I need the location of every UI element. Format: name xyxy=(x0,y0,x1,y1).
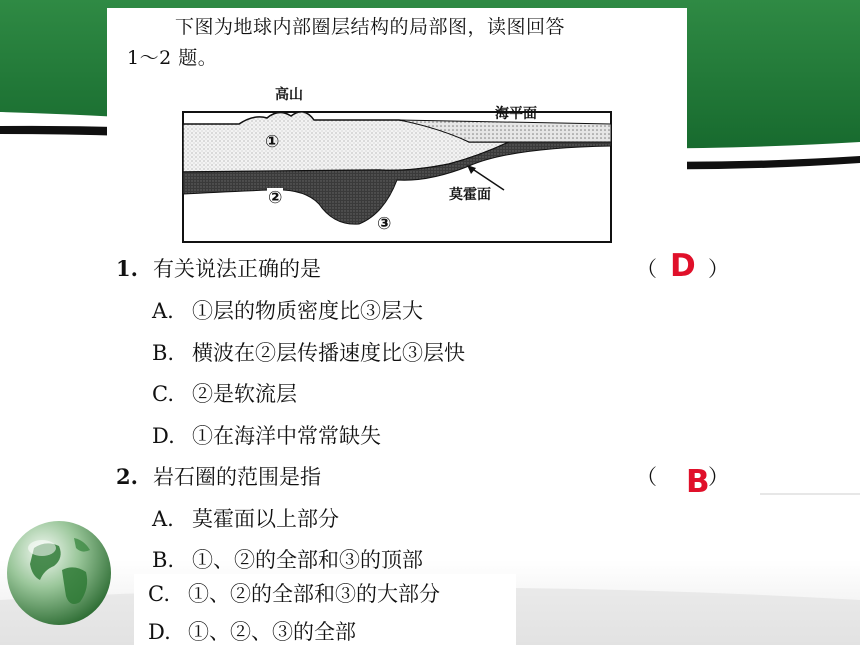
question-2-paren-open: （ xyxy=(636,465,657,489)
intro-card xyxy=(107,8,687,258)
question-2-option-b[interactable] xyxy=(152,544,423,574)
question-1-option-c[interactable] xyxy=(152,378,297,408)
option-letter: A. xyxy=(152,299,174,323)
question-2-option-d[interactable] xyxy=(148,616,356,646)
option-text: ②是软流层 xyxy=(192,382,297,406)
question-1-paren-close: ） xyxy=(708,257,729,281)
option-text: 横波在②层传播速度比③层快 xyxy=(192,341,465,365)
label-mountain: 高山 xyxy=(275,87,303,103)
label-sea-level: 海平面 xyxy=(495,106,537,122)
question-2-number: 2. xyxy=(116,464,138,489)
option-text: 莫霍面以上部分 xyxy=(192,507,339,531)
intro-passage xyxy=(127,12,682,74)
question-2-text: 岩石圈的范围是指 xyxy=(153,465,321,489)
option-letter: B. xyxy=(152,548,175,572)
option-letter: B. xyxy=(152,341,175,365)
question-1-answer: D xyxy=(670,248,696,284)
label-moho: 莫霍面 xyxy=(449,187,491,203)
question-1-option-a[interactable] xyxy=(152,295,423,325)
question-2-option-c[interactable] xyxy=(148,578,440,608)
question-2-stem xyxy=(116,461,321,491)
option-text: ①、②的全部和③的顶部 xyxy=(192,548,423,572)
question-1-paren-open: （ xyxy=(636,257,657,281)
globe-icon xyxy=(4,518,114,628)
label-layer-1: ① xyxy=(265,132,280,152)
option-letter: C. xyxy=(152,382,174,406)
question-2-answer: B xyxy=(686,464,710,500)
option-text: ①在海洋中常常缺失 xyxy=(192,424,381,448)
option-letter: D. xyxy=(152,424,175,448)
intro-line-2: 1～2 题。 xyxy=(127,47,218,69)
question-2-option-a[interactable] xyxy=(152,503,339,533)
earth-layers-diagram xyxy=(179,84,619,244)
option-text: ①层的物质密度比③层大 xyxy=(192,299,423,323)
label-layer-2: ② xyxy=(268,188,283,208)
question-1-option-b[interactable] xyxy=(152,337,465,367)
question-2-paren-close: ） xyxy=(708,465,729,489)
option-letter: C. xyxy=(148,582,170,606)
question-1-option-d[interactable] xyxy=(152,420,381,450)
question-1-text: 有关说法正确的是 xyxy=(153,257,321,281)
question-1-stem xyxy=(116,253,321,283)
option-letter: A. xyxy=(152,507,174,531)
intro-line-1: 下图为地球内部圈层结构的局部图，读图回答 xyxy=(175,16,566,38)
label-layer-3: ③ xyxy=(377,214,392,234)
option-text: ①、②、③的全部 xyxy=(188,620,356,644)
question-1-number: 1. xyxy=(116,256,138,281)
option-text: ①、②的全部和③的大部分 xyxy=(188,582,440,606)
option-letter: D. xyxy=(148,620,171,644)
